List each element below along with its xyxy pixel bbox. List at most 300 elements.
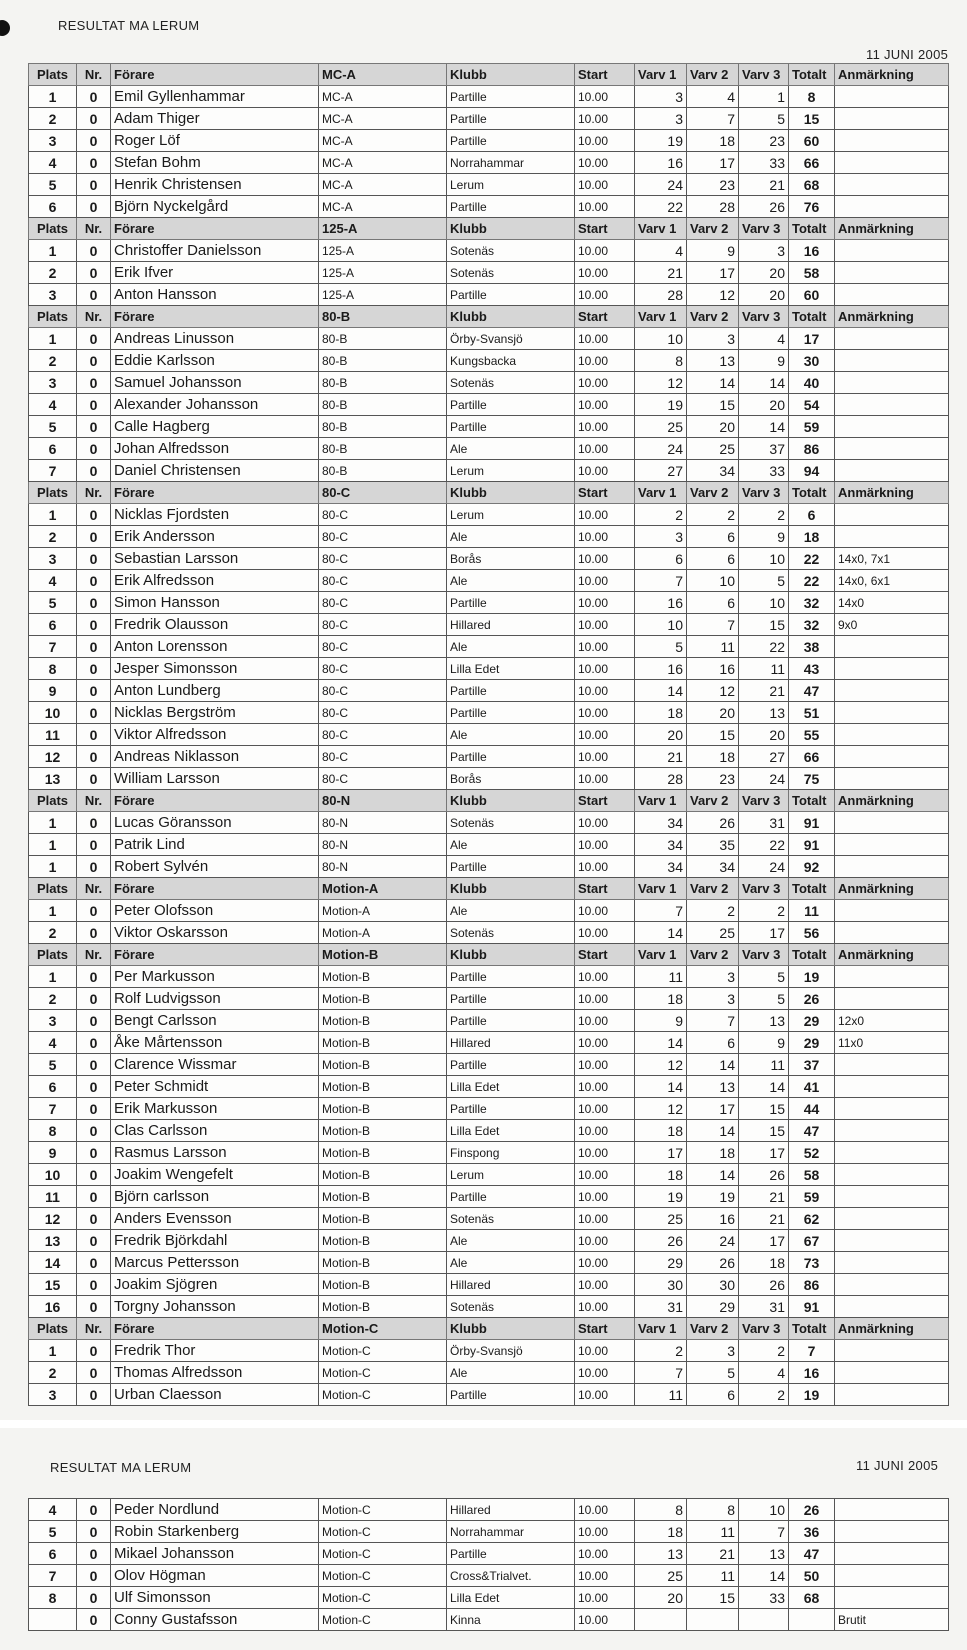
plats-cell: 14: [29, 1252, 77, 1274]
header-varv3: Varv 3: [739, 878, 789, 900]
lap1-cell: 18: [635, 1164, 687, 1186]
club-cell: Sotenäs: [447, 812, 575, 834]
start-cell: 10.00: [575, 86, 635, 108]
lap2-cell: 6: [687, 548, 739, 570]
lap3-cell: 5: [739, 108, 789, 130]
class-cell: 80-B: [319, 372, 447, 394]
driver-name-cell: Jesper Simonsson: [111, 658, 319, 680]
plats-cell: 2: [29, 108, 77, 130]
total-cell: 29: [789, 1010, 835, 1032]
start-cell: 10.00: [575, 592, 635, 614]
lap1-cell: 25: [635, 1208, 687, 1230]
header-totalt: Totalt: [789, 482, 835, 504]
result-row: [29, 108, 949, 130]
lap3-cell: 2: [739, 1384, 789, 1406]
result-row: [29, 350, 949, 372]
nr-cell: 0: [77, 900, 111, 922]
club-cell: Sotenäs: [447, 240, 575, 262]
driver-name-cell: Stefan Bohm: [111, 152, 319, 174]
lap1-cell: 6: [635, 548, 687, 570]
plats-cell: 15: [29, 1274, 77, 1296]
total-cell: 22: [789, 570, 835, 592]
result-row: [29, 834, 949, 856]
class-cell: Motion-C: [319, 1521, 447, 1543]
class-header-row: [29, 944, 949, 966]
class-cell: Motion-C: [319, 1587, 447, 1609]
club-cell: Norrahammar: [447, 1521, 575, 1543]
lap3-cell: 23: [739, 130, 789, 152]
lap3-cell: 33: [739, 152, 789, 174]
result-row: [29, 658, 949, 680]
lap2-cell: 10: [687, 570, 739, 592]
total-cell: 66: [789, 152, 835, 174]
nr-cell: 0: [77, 570, 111, 592]
lap2-cell: 29: [687, 1296, 739, 1318]
header-nr: Nr.: [77, 218, 111, 240]
driver-name-cell: Fredrik Olausson: [111, 614, 319, 636]
start-cell: 10.00: [575, 152, 635, 174]
remark-cell: [835, 680, 949, 702]
class-cell: 80-C: [319, 680, 447, 702]
lap2-cell: 3: [687, 966, 739, 988]
total-cell: 41: [789, 1076, 835, 1098]
lap3-cell: 31: [739, 1296, 789, 1318]
lap2-cell: 18: [687, 1142, 739, 1164]
lap3-cell: 20: [739, 284, 789, 306]
header-totalt: Totalt: [789, 1318, 835, 1340]
total-cell: 56: [789, 922, 835, 944]
plats-cell: 13: [29, 768, 77, 790]
result-row: [29, 284, 949, 306]
lap3-cell: 10: [739, 548, 789, 570]
remark-cell: [835, 438, 949, 460]
class-header-row: [29, 306, 949, 328]
total-cell: 26: [789, 1499, 835, 1521]
header-varv3: Varv 3: [739, 482, 789, 504]
club-cell: Ale: [447, 724, 575, 746]
class-cell: Motion-B: [319, 1164, 447, 1186]
plats-cell: 3: [29, 1384, 77, 1406]
class-cell: Motion-B: [319, 1120, 447, 1142]
total-cell: 58: [789, 1164, 835, 1186]
header-klubb: Klubb: [447, 1318, 575, 1340]
lap3-cell: 17: [739, 922, 789, 944]
header-klass: 80-N: [319, 790, 447, 812]
start-cell: 10.00: [575, 636, 635, 658]
driver-name-cell: Peder Nordlund: [111, 1499, 319, 1521]
result-row: [29, 570, 949, 592]
class-cell: 125-A: [319, 240, 447, 262]
total-cell: 66: [789, 746, 835, 768]
plats-cell: 6: [29, 1543, 77, 1565]
lap3-cell: 21: [739, 1186, 789, 1208]
class-header-row: [29, 1318, 949, 1340]
lap1-cell: 14: [635, 1076, 687, 1098]
lap2-cell: 14: [687, 372, 739, 394]
plats-cell: 4: [29, 152, 77, 174]
page-title: RESULTAT MA LERUM: [50, 1460, 192, 1475]
club-cell: Hillared: [447, 1274, 575, 1296]
club-cell: Partille: [447, 1098, 575, 1120]
driver-name-cell: Anton Lorensson: [111, 636, 319, 658]
header-varv3: Varv 3: [739, 944, 789, 966]
header-plats: Plats: [29, 64, 77, 86]
header-totalt: Totalt: [789, 878, 835, 900]
lap3-cell: 14: [739, 372, 789, 394]
start-cell: 10.00: [575, 1252, 635, 1274]
nr-cell: 0: [77, 548, 111, 570]
total-cell: 37: [789, 1054, 835, 1076]
header-plats: Plats: [29, 790, 77, 812]
club-cell: Kinna: [447, 1609, 575, 1631]
nr-cell: 0: [77, 856, 111, 878]
plats-cell: 7: [29, 636, 77, 658]
page-date: 11 JUNI 2005: [866, 47, 949, 62]
lap1-cell: 25: [635, 1565, 687, 1587]
remark-cell: [835, 152, 949, 174]
lap3-cell: 9: [739, 1032, 789, 1054]
class-cell: 80-N: [319, 834, 447, 856]
start-cell: 10.00: [575, 196, 635, 218]
remark-cell: [835, 724, 949, 746]
start-cell: 10.00: [575, 1362, 635, 1384]
nr-cell: 0: [77, 328, 111, 350]
class-cell: Motion-B: [319, 1296, 447, 1318]
lap1-cell: 11: [635, 966, 687, 988]
lap3-cell: 14: [739, 1565, 789, 1587]
total-cell: 40: [789, 372, 835, 394]
class-cell: 80-C: [319, 636, 447, 658]
remark-cell: [835, 636, 949, 658]
total-cell: 55: [789, 724, 835, 746]
result-row: [29, 328, 949, 350]
start-cell: 10.00: [575, 966, 635, 988]
lap1-cell: 25: [635, 416, 687, 438]
nr-cell: 0: [77, 1296, 111, 1318]
lap1-cell: 22: [635, 196, 687, 218]
lap2-cell: 12: [687, 284, 739, 306]
driver-name-cell: Björn carlsson: [111, 1186, 319, 1208]
plats-cell: 2: [29, 922, 77, 944]
plats-cell: 9: [29, 1142, 77, 1164]
start-cell: 10.00: [575, 174, 635, 196]
header-start: Start: [575, 218, 635, 240]
remark-cell: [835, 1521, 949, 1543]
lap3-cell: 24: [739, 856, 789, 878]
club-cell: Örby-Svansjö: [447, 1340, 575, 1362]
lap2-cell: 25: [687, 922, 739, 944]
total-cell: 36: [789, 1521, 835, 1543]
club-cell: Partille: [447, 592, 575, 614]
club-cell: Lerum: [447, 504, 575, 526]
plats-cell: 1: [29, 812, 77, 834]
lap2-cell: 7: [687, 614, 739, 636]
lap2-cell: 5: [687, 1362, 739, 1384]
lap3-cell: 2: [739, 1340, 789, 1362]
result-row: [29, 1098, 949, 1120]
lap3-cell: 21: [739, 1208, 789, 1230]
lap3-cell: 1: [739, 86, 789, 108]
lap1-cell: 11: [635, 1384, 687, 1406]
total-cell: 22: [789, 548, 835, 570]
driver-name-cell: Viktor Alfredsson: [111, 724, 319, 746]
club-cell: Partille: [447, 108, 575, 130]
header-start: Start: [575, 944, 635, 966]
lap3-cell: 22: [739, 636, 789, 658]
header-klass: 80-B: [319, 306, 447, 328]
header-plats: Plats: [29, 306, 77, 328]
remark-cell: [835, 262, 949, 284]
driver-name-cell: Peter Olofsson: [111, 900, 319, 922]
nr-cell: 0: [77, 1164, 111, 1186]
lap2-cell: 7: [687, 108, 739, 130]
lap1-cell: 16: [635, 592, 687, 614]
driver-name-cell: Thomas Alfredsson: [111, 1362, 319, 1384]
total-cell: 91: [789, 834, 835, 856]
start-cell: 10.00: [575, 372, 635, 394]
club-cell: Örby-Svansjö: [447, 328, 575, 350]
nr-cell: 0: [77, 812, 111, 834]
driver-name-cell: Simon Hansson: [111, 592, 319, 614]
class-cell: 80-C: [319, 570, 447, 592]
driver-name-cell: Erik Andersson: [111, 526, 319, 548]
total-cell: 47: [789, 1543, 835, 1565]
driver-name-cell: Åke Mårtensson: [111, 1032, 319, 1054]
driver-name-cell: Bengt Carlsson: [111, 1010, 319, 1032]
driver-name-cell: Sebastian Larsson: [111, 548, 319, 570]
total-cell: 18: [789, 526, 835, 548]
club-cell: Ale: [447, 526, 575, 548]
plats-cell: 10: [29, 1164, 77, 1186]
header-nr: Nr.: [77, 64, 111, 86]
header-totalt: Totalt: [789, 944, 835, 966]
total-cell: 58: [789, 262, 835, 284]
club-cell: Hillared: [447, 614, 575, 636]
nr-cell: 0: [77, 438, 111, 460]
plats-cell: 2: [29, 988, 77, 1010]
start-cell: 10.00: [575, 570, 635, 592]
lap1-cell: 9: [635, 1010, 687, 1032]
lap2-cell: 13: [687, 350, 739, 372]
start-cell: 10.00: [575, 680, 635, 702]
start-cell: 10.00: [575, 1565, 635, 1587]
lap1-cell: 24: [635, 438, 687, 460]
total-cell: 30: [789, 350, 835, 372]
lap2-cell: 6: [687, 1384, 739, 1406]
lap1-cell: 28: [635, 768, 687, 790]
club-cell: Sotenäs: [447, 922, 575, 944]
class-header-row: [29, 218, 949, 240]
header-varv1: Varv 1: [635, 482, 687, 504]
start-cell: 10.00: [575, 1076, 635, 1098]
remark-cell: [835, 856, 949, 878]
header-anmarkning: Anmärkning: [835, 878, 949, 900]
total-cell: 8: [789, 86, 835, 108]
lap1-cell: 12: [635, 1054, 687, 1076]
start-cell: 10.00: [575, 1120, 635, 1142]
nr-cell: 0: [77, 152, 111, 174]
lap3-cell: 17: [739, 1142, 789, 1164]
remark-cell: [835, 1142, 949, 1164]
class-cell: Motion-B: [319, 1098, 447, 1120]
lap2-cell: 15: [687, 724, 739, 746]
plats-cell: 7: [29, 1098, 77, 1120]
result-row: [29, 130, 949, 152]
start-cell: 10.00: [575, 614, 635, 636]
class-cell: Motion-C: [319, 1362, 447, 1384]
start-cell: 10.00: [575, 1098, 635, 1120]
result-row: [29, 1609, 949, 1631]
total-cell: 19: [789, 966, 835, 988]
total-cell: 26: [789, 988, 835, 1010]
driver-name-cell: Joakim Sjögren: [111, 1274, 319, 1296]
result-row: [29, 196, 949, 218]
header-varv2: Varv 2: [687, 1318, 739, 1340]
header-klubb: Klubb: [447, 944, 575, 966]
result-row: [29, 724, 949, 746]
nr-cell: 0: [77, 1230, 111, 1252]
remark-cell: [835, 350, 949, 372]
start-cell: 10.00: [575, 1384, 635, 1406]
header-klubb: Klubb: [447, 64, 575, 86]
nr-cell: 0: [77, 1384, 111, 1406]
club-cell: Partille: [447, 284, 575, 306]
class-cell: Motion-B: [319, 1010, 447, 1032]
lap1-cell: 3: [635, 86, 687, 108]
start-cell: 10.00: [575, 394, 635, 416]
plats-cell: 8: [29, 1587, 77, 1609]
lap2-cell: 14: [687, 1120, 739, 1142]
driver-name-cell: Eddie Karlsson: [111, 350, 319, 372]
header-start: Start: [575, 1318, 635, 1340]
header-start: Start: [575, 878, 635, 900]
nr-cell: 0: [77, 86, 111, 108]
nr-cell: 0: [77, 1076, 111, 1098]
club-cell: Ale: [447, 570, 575, 592]
class-cell: Motion-B: [319, 1186, 447, 1208]
nr-cell: 0: [77, 768, 111, 790]
lap1-cell: 34: [635, 834, 687, 856]
club-cell: Norrahammar: [447, 152, 575, 174]
start-cell: 10.00: [575, 812, 635, 834]
driver-name-cell: Samuel Johansson: [111, 372, 319, 394]
header-plats: Plats: [29, 944, 77, 966]
class-header-row: [29, 878, 949, 900]
start-cell: 10.00: [575, 504, 635, 526]
plats-cell: 1: [29, 86, 77, 108]
start-cell: 10.00: [575, 1499, 635, 1521]
lap3-cell: 26: [739, 196, 789, 218]
driver-name-cell: Andreas Niklasson: [111, 746, 319, 768]
driver-name-cell: William Larsson: [111, 768, 319, 790]
nr-cell: 0: [77, 724, 111, 746]
class-cell: Motion-B: [319, 1252, 447, 1274]
results-table-continued: [28, 1498, 949, 1631]
total-cell: 17: [789, 328, 835, 350]
club-cell: Ale: [447, 834, 575, 856]
total-cell: 59: [789, 1186, 835, 1208]
lap3-cell: 21: [739, 680, 789, 702]
class-cell: 80-B: [319, 416, 447, 438]
plats-cell: 1: [29, 834, 77, 856]
class-cell: 80-C: [319, 768, 447, 790]
result-row: [29, 922, 949, 944]
lap1-cell: 7: [635, 900, 687, 922]
lap3-cell: 3: [739, 240, 789, 262]
lap1-cell: 31: [635, 1296, 687, 1318]
club-cell: Partille: [447, 966, 575, 988]
result-row: [29, 1230, 949, 1252]
result-row: [29, 174, 949, 196]
header-nr: Nr.: [77, 944, 111, 966]
remark-cell: [835, 966, 949, 988]
lap1-cell: 7: [635, 1362, 687, 1384]
class-cell: MC-A: [319, 152, 447, 174]
remark-cell: [835, 1296, 949, 1318]
club-cell: Lilla Edet: [447, 1076, 575, 1098]
lap1-cell: 20: [635, 1587, 687, 1609]
result-row: [29, 1587, 949, 1609]
lap1-cell: [635, 1609, 687, 1631]
class-cell: 80-B: [319, 460, 447, 482]
lap2-cell: 13: [687, 1076, 739, 1098]
start-cell: 10.00: [575, 350, 635, 372]
lap1-cell: 12: [635, 1098, 687, 1120]
lap1-cell: 26: [635, 1230, 687, 1252]
class-cell: 80-C: [319, 746, 447, 768]
driver-name-cell: Robert Sylvén: [111, 856, 319, 878]
start-cell: 10.00: [575, 658, 635, 680]
header-varv3: Varv 3: [739, 64, 789, 86]
lap3-cell: 15: [739, 1120, 789, 1142]
total-cell: 60: [789, 284, 835, 306]
page-date: 11 JUNI 2005: [856, 1458, 939, 1473]
start-cell: 10.00: [575, 1521, 635, 1543]
class-cell: Motion-A: [319, 900, 447, 922]
class-cell: Motion-B: [319, 1054, 447, 1076]
remark-cell: 14x0, 7x1: [835, 548, 949, 570]
plats-cell: 3: [29, 284, 77, 306]
lap1-cell: 14: [635, 1032, 687, 1054]
lap2-cell: 8: [687, 1499, 739, 1521]
remark-cell: [835, 130, 949, 152]
header-anmarkning: Anmärkning: [835, 944, 949, 966]
lap2-cell: 34: [687, 460, 739, 482]
result-row: [29, 988, 949, 1010]
nr-cell: 0: [77, 1499, 111, 1521]
class-cell: 125-A: [319, 284, 447, 306]
result-row: [29, 1362, 949, 1384]
nr-cell: 0: [77, 196, 111, 218]
nr-cell: 0: [77, 526, 111, 548]
class-cell: Motion-A: [319, 922, 447, 944]
lap1-cell: 4: [635, 240, 687, 262]
start-cell: 10.00: [575, 284, 635, 306]
remark-cell: [835, 702, 949, 724]
start-cell: 10.00: [575, 1587, 635, 1609]
club-cell: Kungsbacka: [447, 350, 575, 372]
nr-cell: 0: [77, 614, 111, 636]
lap3-cell: 20: [739, 262, 789, 284]
lap3-cell: 9: [739, 350, 789, 372]
lap2-cell: 2: [687, 900, 739, 922]
start-cell: 10.00: [575, 1543, 635, 1565]
header-varv2: Varv 2: [687, 306, 739, 328]
result-row: [29, 812, 949, 834]
club-cell: Partille: [447, 86, 575, 108]
nr-cell: 0: [77, 1142, 111, 1164]
driver-name-cell: Ulf Simonsson: [111, 1587, 319, 1609]
